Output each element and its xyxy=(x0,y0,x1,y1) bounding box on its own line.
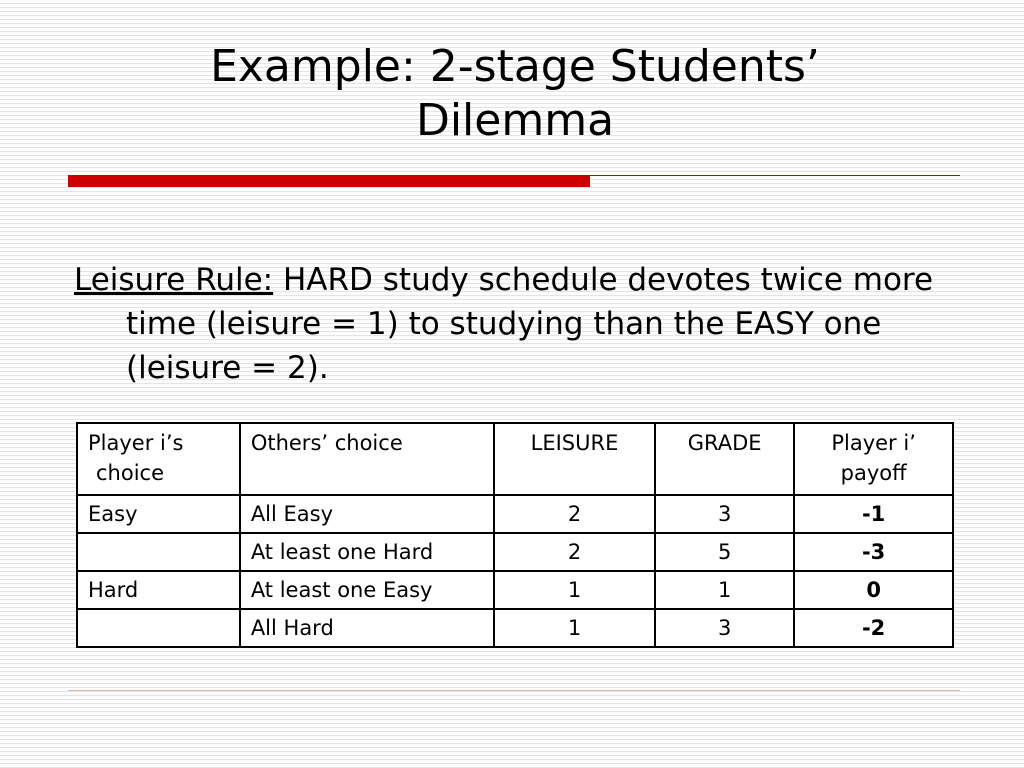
cell-grade: 1 xyxy=(655,571,794,609)
header-leisure: LEISURE xyxy=(494,423,655,495)
header-payoff xyxy=(794,423,953,495)
cell-grade: 3 xyxy=(655,609,794,647)
bottom-divider xyxy=(68,690,960,691)
table-header-row xyxy=(77,423,953,495)
cell-leisure: 2 xyxy=(494,533,655,571)
header-payoff-line2: payoff xyxy=(840,461,907,485)
slide-title-line1: Example: 2-stage Students’ xyxy=(210,41,820,92)
table-row xyxy=(77,571,953,609)
payoff-table xyxy=(76,422,954,648)
cell-payoff: -1 xyxy=(794,495,953,533)
header-payoff-line1: Player i’ xyxy=(831,431,916,455)
cell-player-choice: Easy xyxy=(77,495,240,533)
cell-leisure: 1 xyxy=(494,609,655,647)
cell-grade: 3 xyxy=(655,495,794,533)
slide-title xyxy=(70,40,960,148)
cell-payoff: -3 xyxy=(794,533,953,571)
header-grade: GRADE xyxy=(655,423,794,495)
cell-leisure: 2 xyxy=(494,495,655,533)
header-player-choice xyxy=(77,423,240,495)
title-divider-thin xyxy=(590,175,960,176)
slide-title-line2: Dilemma xyxy=(415,95,615,146)
leisure-rule-text: HARD study schedule devotes twice more time (leisure = 1) to studying than the EASY one (leisure = 2). xyxy=(126,262,934,386)
cell-others-choice: All Hard xyxy=(240,609,494,647)
table-row xyxy=(77,609,953,647)
header-player-choice-line1: Player i’s xyxy=(88,431,184,455)
cell-others-choice: At least one Easy xyxy=(240,571,494,609)
title-divider xyxy=(68,175,960,189)
cell-payoff: -2 xyxy=(794,609,953,647)
header-player-choice-line2: choice xyxy=(96,461,165,485)
title-divider-thick xyxy=(68,175,590,187)
cell-player-choice xyxy=(77,533,240,571)
cell-player-choice: Hard xyxy=(77,571,240,609)
leisure-rule-bullet xyxy=(74,258,976,390)
cell-others-choice: All Easy xyxy=(240,495,494,533)
table-row xyxy=(77,533,953,571)
cell-payoff: 0 xyxy=(794,571,953,609)
header-others-choice: Others’ choice xyxy=(240,423,494,495)
table-row xyxy=(77,495,953,533)
cell-others-choice: At least one Hard xyxy=(240,533,494,571)
leisure-rule-label: Leisure Rule: xyxy=(74,262,274,298)
cell-grade: 5 xyxy=(655,533,794,571)
cell-player-choice xyxy=(77,609,240,647)
cell-leisure: 1 xyxy=(494,571,655,609)
